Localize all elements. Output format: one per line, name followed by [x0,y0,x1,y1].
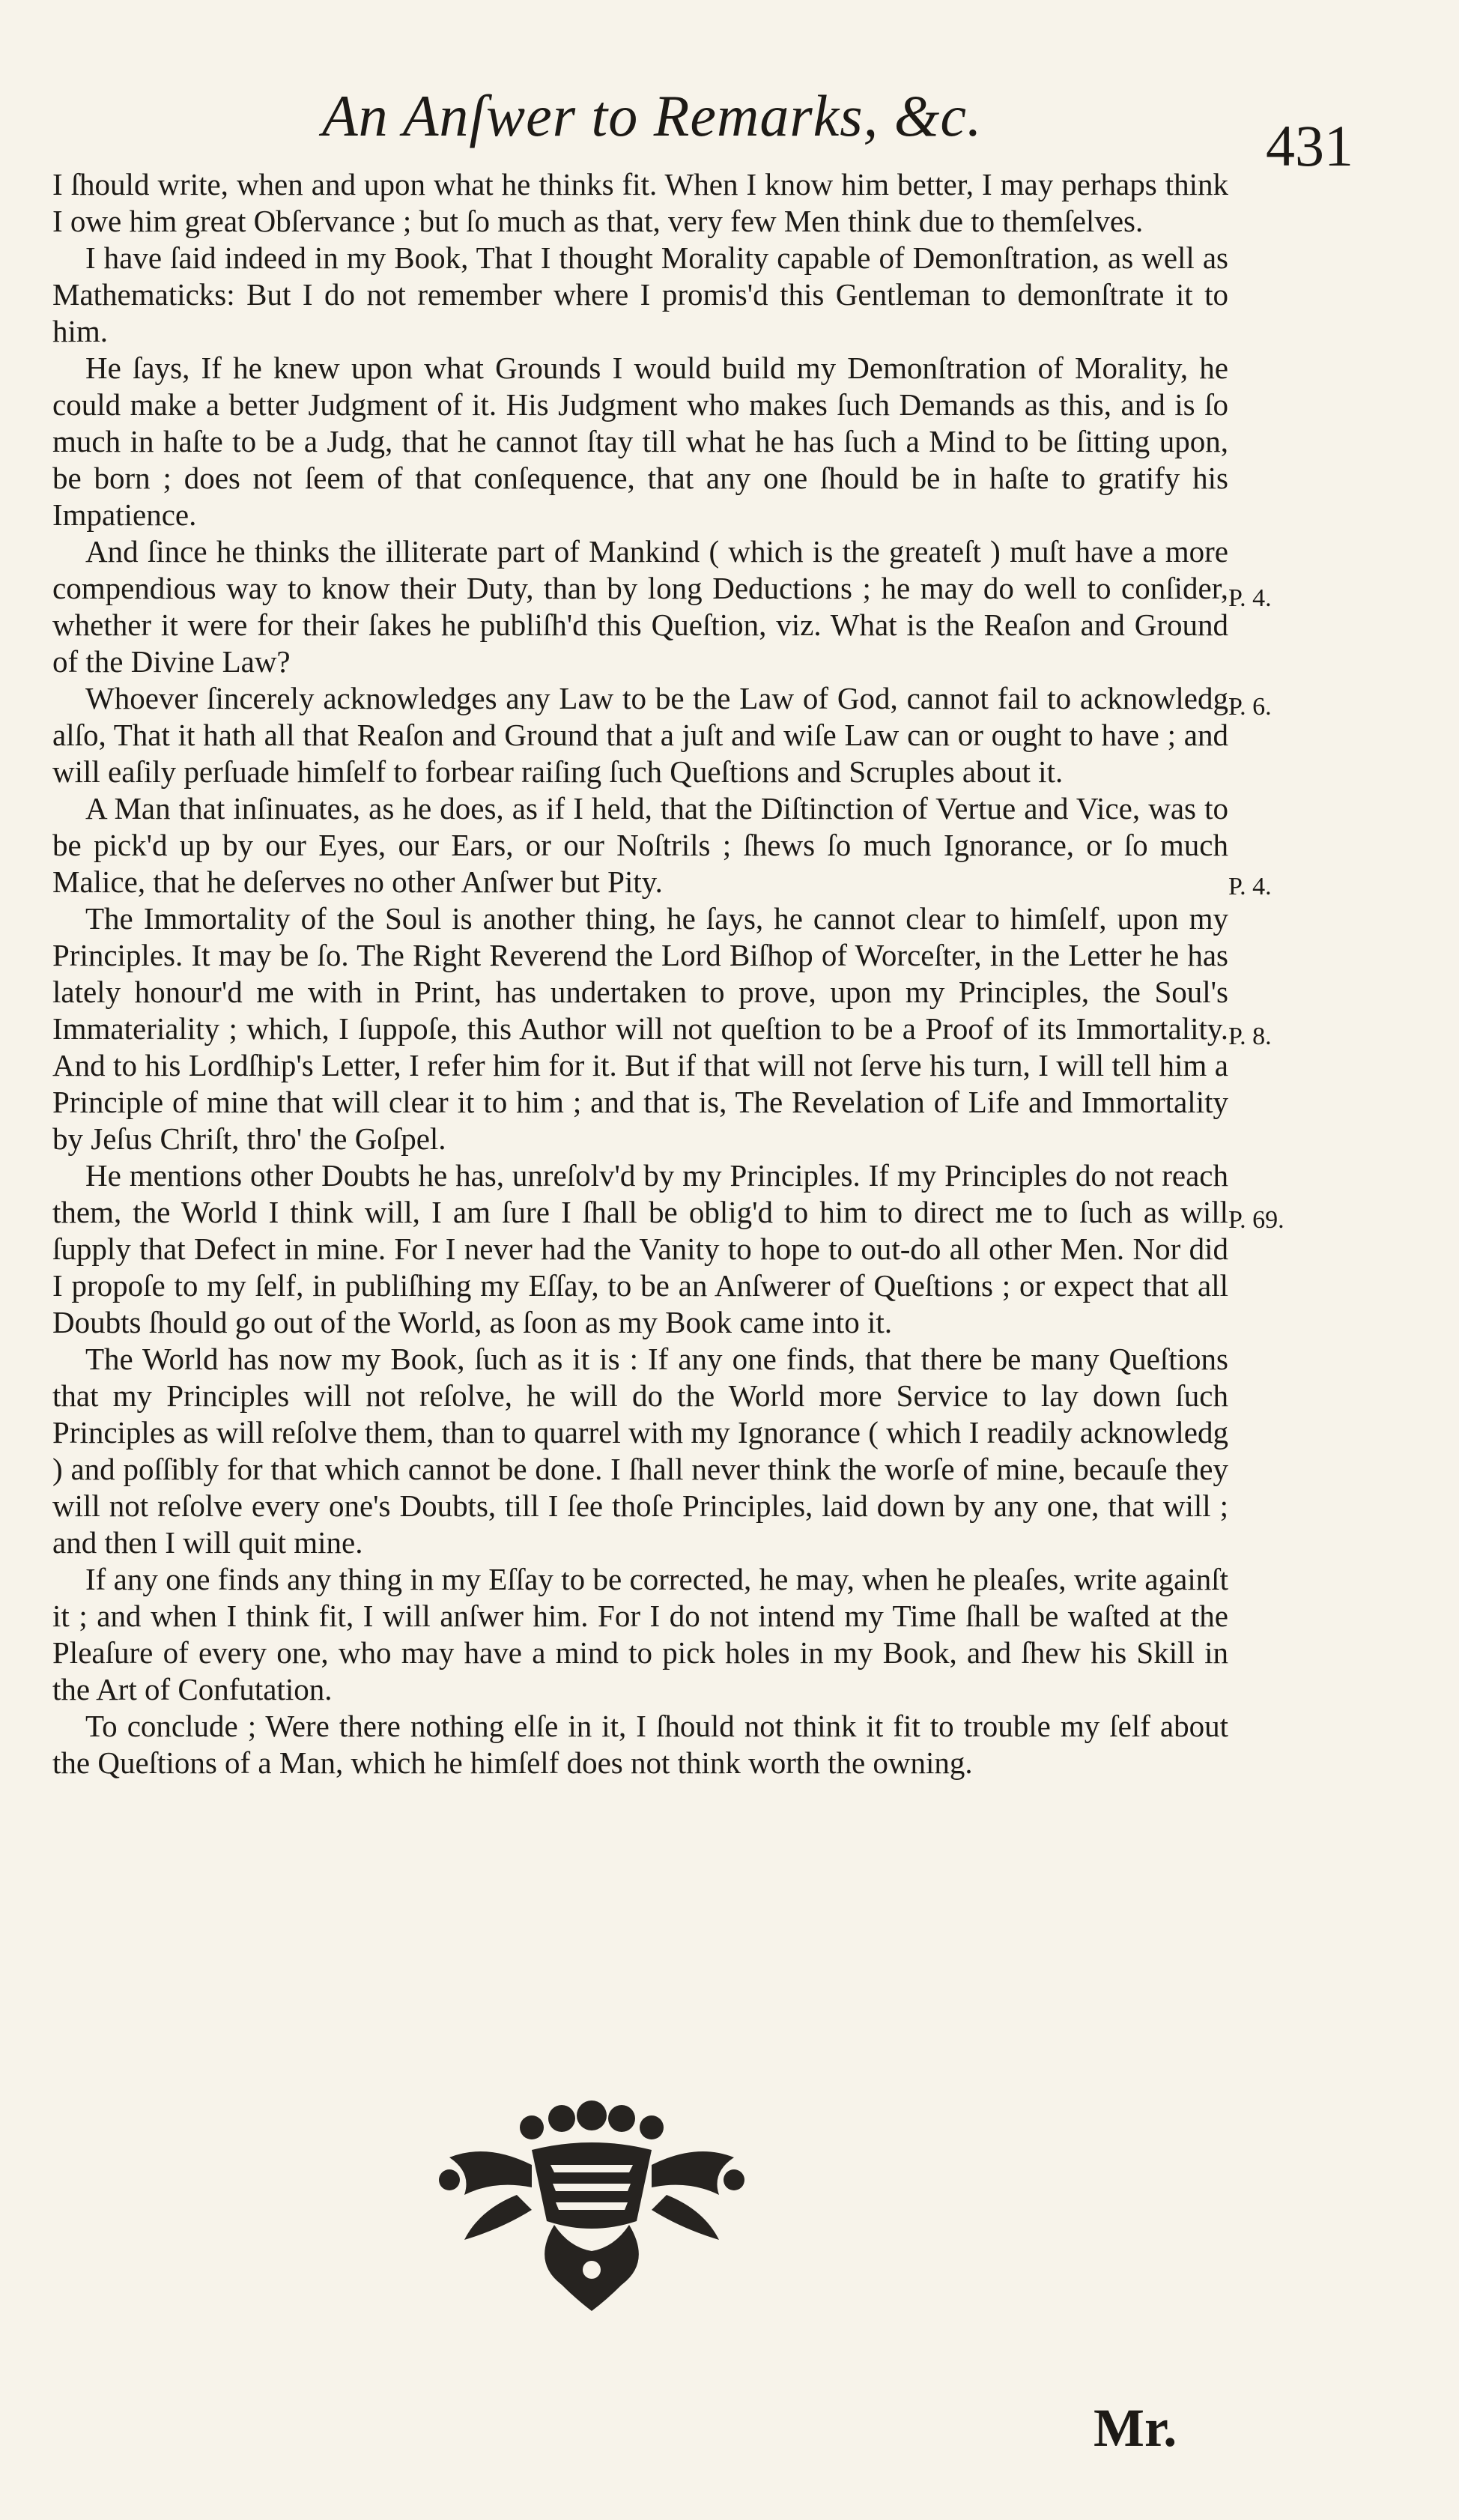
paragraph: The World has now my Book, ſuch as it is : If any one finds, that there be many Queſtions that my Principles will not reſolve, he will do the World more Service to lay down ſuch Principles as will reſolve them, than to quarrel with my Ignorance ( which I readily acknowledg ) and poſſibly for that which cannot be done. I ſhall never think the worſe of mine, becauſe they will not reſolve every one's Doubts, till I ſee thoſe Principles, laid down by any one, that will ; and then I will quit mine. [52,1342,1228,1560]
margin-note-page-ref: P. 6. [1228,693,1272,721]
margin-note-page-ref: P. 4. [1228,873,1272,900]
paragraph: I ſhould write, when and upon what he thinks fit. When I know him better, I may perhaps think I owe him great Obſervance ; but ſo much as that, very few Men think due to themſelves. [52,167,1228,238]
running-head-title: An Anſwer to Remarks, &c. [322,83,983,148]
paragraph: If any one finds any thing in my Eſſay to be corrected, he may, when he pleaſes, write againſt it ; and when I think fit, I will anſwer him. For I do not intend my Time ſhall be waſted at the Pleaſure of every one, who may have a mind to pick holes in my Book, and ſhew his Skill in the Art of Confutation. [52,1562,1228,1706]
margin-note-page-ref: P. 8. [1228,1023,1272,1050]
paragraph: And ſince he thinks the illiterate part of Mankind ( which is the greateſt ) muſt have a more compendious way to know their Duty, than by long Deductions ; he may do well to conſider, whether it were for their ſakes he publiſh'd this Queſtion, viz. What is the Reaſon and Ground of the Divine Law? [52,534,1228,679]
margin-note-page-ref: P. 4. [1228,584,1272,612]
margin-note-page-ref: P. 69. [1228,1206,1284,1234]
paragraph: A Man that inſinuates, as he does, as if I held, that the Diſtinction of Vertue and Vice, was to be pick'd up by our Eyes, our Ears, or our Noſtrils ; ſhews ſo much Ignorance, or ſo much Malice, that he deſerves no other Anſwer but Pity. [52,791,1228,899]
paragraph: He ſays, If he knew upon what Grounds I would build my Demonſtration of Morality, he could make a better Judgment of it. His Judgment who makes ſuch Demands as this, and is ſo much in haſte to be a Judg, that he cannot ſtay till what he has ſuch a Mind to be ſitting upon, be born ; does not ſeem of that conſequence, that any one ſhould be in haſte to gratify his Impatience. [52,351,1228,532]
body-text [52,166,1228,1781]
catchword: Mr. [1094,2398,1177,2458]
paragraph: Whoever ſincerely acknowledges any Law to be the Law of God, cannot fail to acknowledg alſo, That it hath all that Reaſon and Ground that a juſt and wiſe Law can or ought to have ; and will eaſily perſuade himſelf to forbear raiſing ſuch Queſtions and Scruples about it. [52,681,1228,789]
paragraph: He mentions other Doubts he has, unreſolv'd by my Principles. If my Principles do not reach them, the World I think will, I am ſure I ſhall be oblig'd to him to direct me to ſuch as will ſupply that Defect in mine. For I never had the Vanity to hope to out-do all other Men. Nor did I propoſe to my ſelf, in publiſhing my Eſſay, to be an Anſwerer of Queſtions ; or expect that all Doubts ſhould go out of the World, as ſoon as my Book came into it. [52,1158,1228,1339]
paragraph: The Immortality of the Soul is another thing, he ſays, he cannot clear to himſelf, upon my Principles. It may be ſo. The Right Reverend the Lord Biſhop of Worceſter, in the Letter he has lately honour'd me with in Print, has undertaken to prove, upon my Principles, the Soul's Immateriality ; which, I ſuppoſe, this Author will not queſtion to be a Proof of its Immortality. And to his Lordſhip's Letter, I refer him for it. But if that will not ſerve his turn, I will tell him a Principle of mine that will clear it to him ; and that is, The Revelation of Life and Immortality by Jeſus Chriſt, thro' the Goſpel. [52,901,1228,1156]
paragraph: To conclude ; Were there nothing elſe in it, I ſhould not think it fit to trouble my ſelf about the Queſtions of a Man, which he himſelf does not think worth the owning. [52,1709,1228,1780]
page-number: 431 [1266,113,1353,178]
paragraph: I have ſaid indeed in my Book, That I thought Morality capable of Demonſtration, as well as Mathematicks: But I do not remember where I promis'd this Gentleman to demonſtrate it to him. [52,240,1228,348]
floral-basket-ornament-icon [419,2098,764,2315]
